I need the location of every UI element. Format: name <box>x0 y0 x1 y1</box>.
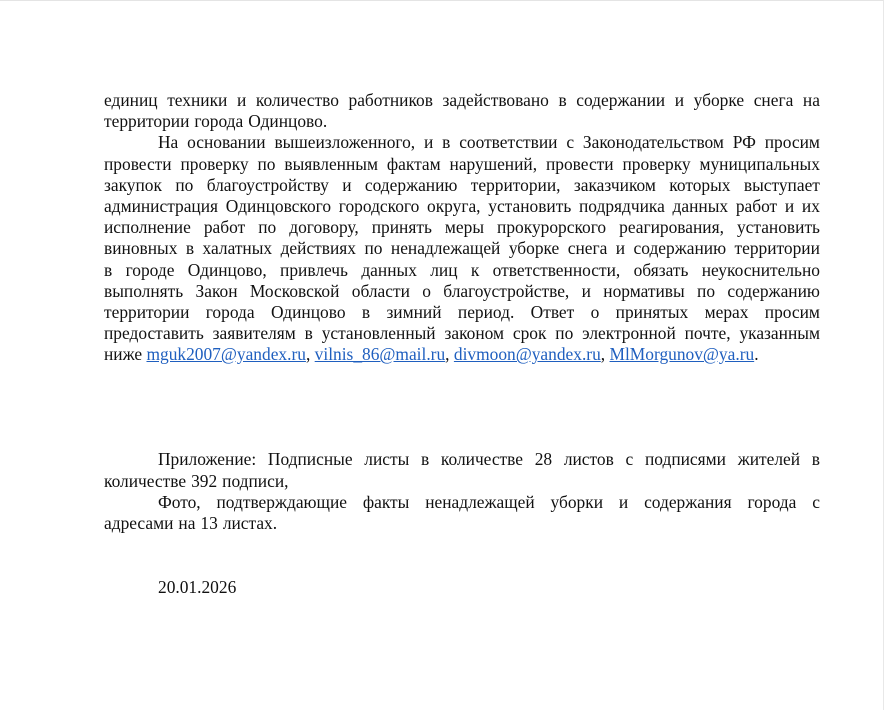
text-line: количестве 392 подписи, <box>104 470 289 491</box>
text-line: исполнение работ по договору, принять меры прокурорского реагирования, установить <box>104 217 820 238</box>
attachment-paragraph <box>104 449 820 491</box>
emails-prefix: ниже <box>104 344 143 365</box>
text-line: Приложение: Подписные листы в количестве 28 листов с подписями жителей в <box>158 449 820 470</box>
email-link-morgunov[interactable]: MlMorgunov@ya.ru <box>609 344 755 365</box>
text-line: предоставить заявителям в установленный законом срок по электронной почте, указанным <box>104 323 820 344</box>
spacer <box>104 534 820 577</box>
email-link-mguk[interactable]: mguk2007@yandex.ru <box>146 344 306 365</box>
paragraph-request <box>104 132 820 344</box>
document-body <box>104 90 820 598</box>
text-line: Фото, подтверждающие факты ненадлежащей уборки и содержания города с <box>158 491 820 512</box>
text-line: администрация Одинцовского городского округа, установить подрядчика данных работ и их <box>104 195 820 216</box>
text-line: в городе Одинцово, привлечь данных лиц к ответственности, обязать неукоснительно <box>104 259 820 280</box>
email-link-vilnis[interactable]: vilnis_86@mail.ru <box>314 344 446 365</box>
text-line: виновных в халатных действиях по ненадлежащей уборке снега и содержанию территории <box>104 238 820 259</box>
email-link-divmoon[interactable]: divmoon@yandex.ru <box>453 344 601 365</box>
text-line: территории города Одинцово в зимний период. Ответ о принятых мерах просим <box>104 301 820 322</box>
document-date: 20.01.2026 <box>158 577 237 598</box>
text-line: На основании вышеизложенного, и в соответствии с Законодательством РФ просим <box>158 132 820 153</box>
text-line: провести проверку по выявленным фактам нарушений, провести проверку муниципальных <box>104 153 820 174</box>
text-line: единиц техники и количество работников задействовано в содержании и уборке снега на <box>104 90 820 110</box>
text-line: адресами на 13 листах. <box>104 513 278 533</box>
text-line: территории города Одинцово. <box>104 111 328 132</box>
paragraph-intro <box>104 90 820 132</box>
photos-paragraph <box>104 492 820 534</box>
text-line: закупок по благоустройству и содержанию территории, заказчиком которых выступает <box>104 174 820 195</box>
text-line: выполнять Закон Московской области о благоустройстве, и нормативы по содержанию <box>104 280 820 301</box>
spacer <box>104 365 820 449</box>
emails-line: ниже mguk2007@yandex.ru , vilnis_86@mail.ru , divmoon@yandex.ru , MlMorgunov@ya.ru . <box>104 344 759 365</box>
